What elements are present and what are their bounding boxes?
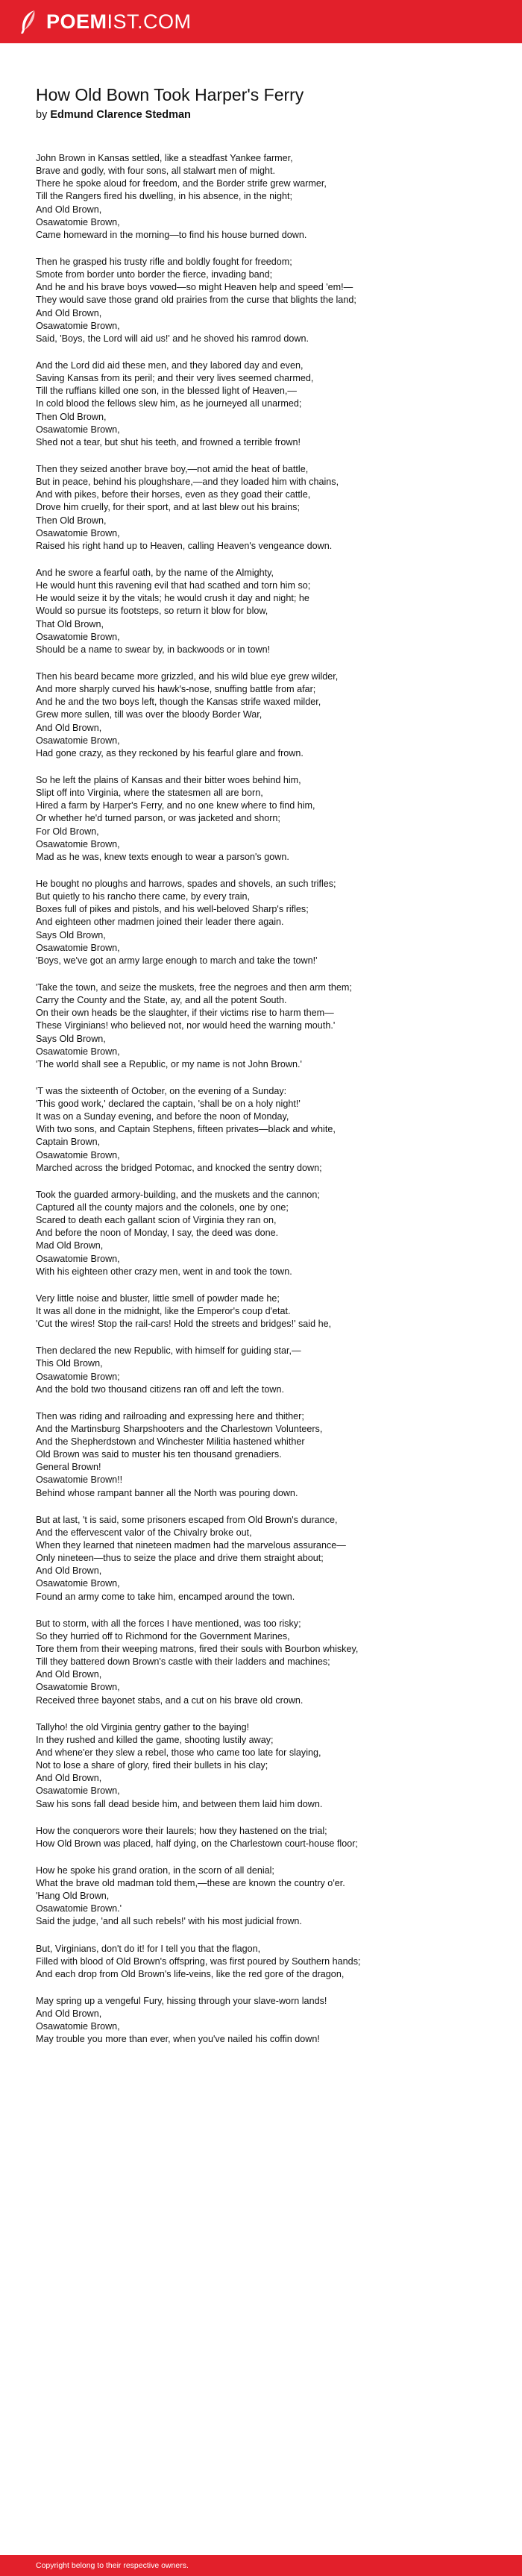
poem-line: And before the noon of Monday, I say, the deed was done. <box>36 1228 279 1239</box>
poem-line: But to storm, with all the forces I have mentioned, was too risky; <box>36 1618 301 1629</box>
poem-line: Saw his sons fall dead beside him, and between them laid him down. <box>36 1798 323 1809</box>
poem-line: And eighteen other madmen joined their leader there again. <box>36 917 284 928</box>
poem-line: But quietly to his rancho there came, by every train, <box>36 891 250 902</box>
poem-line: Old Brown was said to muster his ten thousand grenadiers. <box>36 1449 282 1460</box>
poem-line: Very little noise and bluster, little smell of powder made he; <box>36 1292 280 1304</box>
poem-line: He would hunt this ravening evil that had scathed and torn him so; <box>36 580 311 591</box>
poem-line: And Old Brown, <box>36 722 102 733</box>
poem-line: And the Shepherdstown and Winchester Militia hastened whither <box>36 1436 305 1448</box>
poem-stanza <box>36 1189 491 1278</box>
poem-line: And Old Brown, <box>36 204 102 215</box>
poem-line: Only nineteen—thus to seize the place and drive them straight about; <box>36 1553 324 1564</box>
poem-line: That Old Brown, <box>36 618 104 629</box>
poem-line: Osawatomie Brown, <box>36 631 120 642</box>
poem-line: 'The world shall see a Republic, or my name is not John Brown.' <box>36 1058 302 1069</box>
poem-line: Behind whose rampant banner all the North was pouring down. <box>36 1487 298 1498</box>
poem-line: In they rushed and killed the game, shooting lustily away; <box>36 1734 274 1745</box>
poem-stanza <box>36 1345 491 1396</box>
poem-line: Then Old Brown, <box>36 515 107 526</box>
poem-stanza <box>36 1943 491 1981</box>
poem-line: John Brown in Kansas settled, like a steadfast Yankee farmer, <box>36 153 293 163</box>
poem-line: So he left the plains of Kansas and their bitter woes behind him, <box>36 774 301 785</box>
poem-line: And with pikes, before their horses, even as they goad their cattle, <box>36 489 311 500</box>
poem-line: Says Old Brown, <box>36 1033 106 1044</box>
poem-line: And he and the two boys left, though the Kansas strife waxed milder, <box>36 697 321 708</box>
poem-line: But at last, 't is said, some prisoners escaped from Old Brown's durance, <box>36 1514 338 1525</box>
poem-line: Till they battered down Brown's castle with their ladders and machines; <box>36 1656 330 1668</box>
poem-title: How Old Bown Took Harper's Ferry <box>36 85 304 104</box>
poem-line: 'T was the sixteenth of October, on the evening of a Sunday: <box>36 1085 287 1096</box>
poem-stanza <box>36 670 491 760</box>
poem-line: Osawatomie Brown, <box>36 2021 120 2032</box>
poem-line: Mad as he was, knew texts enough to wear a parson's gown. <box>36 851 289 862</box>
poem-line: Not to lose a share of glory, fired their bullets in his clay; <box>36 1760 268 1771</box>
poem-line: Then he grasped his trusty rifle and boldly fought for freedom; <box>36 256 292 267</box>
poem-line: There he spoke aloud for freedom, and the Border strife grew warmer, <box>36 178 327 189</box>
poem-line: Osawatomie Brown, <box>36 1149 120 1160</box>
poem-line: Then was riding and railroading and expressing here and thither; <box>36 1410 304 1421</box>
poem-line: Hired a farm by Harper's Ferry, and no one knew where to find him, <box>36 800 315 811</box>
site-footer <box>0 2555 522 2576</box>
poem-line: When they learned that nineteen madmen had the marvelous assurance— <box>36 1540 346 1551</box>
poem-stanza <box>36 359 491 449</box>
poem-line: 'This good work,' declared the captain, 'shall be on a holy night!' <box>36 1099 301 1110</box>
poem-line: Osawatomie Brown, <box>36 320 120 331</box>
poem-line: And the effervescent valor of the Chivalry broke out, <box>36 1527 252 1538</box>
author-name: Edmund Clarence Stedman <box>50 109 191 121</box>
poem-line: Osawatomie Brown!! <box>36 1474 123 1486</box>
poem-stanza <box>36 152 491 242</box>
poem-line: Tallyho! the old Virginia gentry gather to the baying! <box>36 1721 250 1732</box>
poem-stanza <box>36 463 491 553</box>
poem-body <box>36 152 491 2046</box>
poem-line: It was all done in the midnight, like the Emperor's coup d'etat. <box>36 1305 291 1316</box>
poem-line: Osawatomie Brown, <box>36 216 120 227</box>
site-header <box>0 0 522 43</box>
poem-line: What the brave old madman told them,—these are known the country o'er. <box>36 1878 345 1888</box>
poem-line: Received three bayonet stabs, and a cut on his brave old crown. <box>36 1694 304 1706</box>
poem-byline <box>36 107 491 122</box>
poem-line: Should be a name to swear by, in backwoods or in town! <box>36 644 271 655</box>
poem-line: How Old Brown was placed, half dying, on the Charlestown court-house floor; <box>36 1838 358 1849</box>
poem-line: With his eighteen other crazy men, went in and took the town. <box>36 1266 292 1277</box>
poem-line: Carry the County and the State, ay, and all the potent South. <box>36 995 287 1006</box>
poem-line: And he and his brave boys vowed—so might Heaven help and speed 'em!— <box>36 282 353 293</box>
poem-line: Osawatomie Brown, <box>36 1785 120 1797</box>
poem-line: Drove him cruelly, for their sport, and at last blew out his brains; <box>36 502 300 513</box>
poem-line: Marched across the bridged Potomac, and knocked the sentry down; <box>36 1162 322 1173</box>
poem-line: Then they seized another brave boy,—not amid the heat of battle, <box>36 463 309 474</box>
poem-line: Osawatomie Brown, <box>36 1046 120 1057</box>
poem-line: And Old Brown, <box>36 1773 102 1784</box>
poem-line: Had gone crazy, as they reckoned by his fearful glare and frown. <box>36 747 304 758</box>
poem-line: And Old Brown, <box>36 1669 102 1680</box>
poem-line: They would save those grand old prairies from the curse that blights the land; <box>36 295 356 306</box>
poem-line: 'Hang Old Brown, <box>36 1891 110 1902</box>
poem-line: Took the guarded armory-building, and the muskets and the cannon; <box>36 1189 320 1200</box>
poem-line: For Old Brown, <box>36 826 99 837</box>
poem-stanza <box>36 1514 491 1603</box>
poem-stanza <box>36 878 491 967</box>
poem-line: Says Old Brown, <box>36 929 106 940</box>
poem-line: Said, 'Boys, the Lord will aid us!' and he shoved his ramrod down. <box>36 333 309 344</box>
poem-line: So they hurried off to Richmond for the Government Marines, <box>36 1630 290 1642</box>
poem-line: How he spoke his grand oration, in the scorn of all denial; <box>36 1865 274 1876</box>
poem-line: And more sharply curved his hawk's-nose, snuffing battle from afar; <box>36 684 316 695</box>
poem-stanza <box>36 1995 491 2046</box>
poem-line: Till the ruffians killed one son, in the blessed light of Heaven,— <box>36 386 298 397</box>
poem-line: Said the judge, 'and all such rebels!' with his most judicial frown. <box>36 1916 302 1927</box>
poem-line: And each drop from Old Brown's life-veins, like the red gore of the dragon, <box>36 1968 345 1979</box>
poem-line: May spring up a vengeful Fury, hissing through your slave-worn lands! <box>36 1995 327 2006</box>
poem-line: This Old Brown, <box>36 1358 103 1369</box>
feather-logo-icon <box>18 9 40 34</box>
by-label: by <box>36 109 48 121</box>
poem-stanza <box>36 774 491 864</box>
poem-line: Or whether he'd turned parson, or was jacketed and shorn; <box>36 813 280 824</box>
poem-stanza <box>36 1410 491 1500</box>
poem-line: And the Martinsburg Sharpshooters and the Charlestown Volunteers, <box>36 1423 323 1434</box>
poem-line: Shed not a tear, but shut his teeth, and frowned a terrible frown! <box>36 436 301 447</box>
poem-stanza <box>36 1865 491 1929</box>
poem-line: And he swore a fearful oath, by the name of the Almighty, <box>36 567 274 578</box>
poem-line: On their own heads be the slaughter, if their victims rise to harm them— <box>36 1008 334 1019</box>
poem-line: But in peace, behind his ploughshare,—and they loaded him with chains, <box>36 477 339 488</box>
poem-stanza <box>36 1721 491 1811</box>
poem-line: Smote from border unto border the fierce, invading band; <box>36 269 273 280</box>
poem-line: And the bold two thousand citizens ran off and left the town. <box>36 1383 285 1395</box>
site-logo-text <box>46 9 192 34</box>
poem-line: Osawatomie Brown, <box>36 735 120 746</box>
site-logo-link[interactable] <box>18 9 192 34</box>
poem-line: Osawatomie Brown, <box>36 1682 120 1693</box>
poem-line: Boxes full of pikes and pistols, and his well-beloved Sharp's rifles; <box>36 904 309 915</box>
poem-line: Would so pursue its footsteps, so return it blow for blow, <box>36 606 268 617</box>
poem-line: Mad Old Brown, <box>36 1240 104 1251</box>
poem-stanza <box>36 1825 491 1850</box>
poem-line: Scared to death each gallant scion of Virginia they ran on, <box>36 1215 277 1226</box>
poem-line: Captured all the county majors and the colonels, one by one; <box>36 1202 289 1213</box>
poem-line: And Old Brown, <box>36 307 102 318</box>
poem-stanza <box>36 1618 491 1707</box>
poem-line: Osawatomie Brown, <box>36 1578 120 1589</box>
poem-line: How the conquerors wore their laurels; how they hastened on the trial; <box>36 1825 327 1836</box>
poem-line: Osawatomie Brown, <box>36 1253 120 1264</box>
poem-line: Osawatomie Brown, <box>36 942 120 953</box>
poem-stanza <box>36 567 491 656</box>
poem-line: With two sons, and Captain Stephens, fifteen privates—black and white, <box>36 1124 336 1135</box>
poem-line: And whene'er they slew a rebel, those who came too late for slaying, <box>36 1747 321 1758</box>
poem-line: He bought no ploughs and harrows, spades and shovels, an such trifles; <box>36 878 336 889</box>
poem-line: Saving Kansas from its peril; and their very lives seemed charmed, <box>36 373 314 384</box>
poem-line: And Old Brown, <box>36 2008 102 2020</box>
poem-line: 'Take the town, and seize the muskets, free the negroes and then arm them; <box>36 981 352 993</box>
poem-line: But, Virginians, don't do it! for I tell you that the flagon, <box>36 1943 261 1954</box>
poem-line: Osawatomie Brown, <box>36 424 120 435</box>
poem-line: He would seize it by the vitals; he would crush it day and night; he <box>36 593 309 604</box>
poem-line: Osawatomie Brown, <box>36 838 120 849</box>
poem-stanza <box>36 256 491 345</box>
poem-line: Captain Brown, <box>36 1137 101 1148</box>
poem-line: Brave and godly, with four sons, all stalwart men of might. <box>36 166 276 177</box>
poem-line: 'Cut the wires! Stop the rail-cars! Hold the streets and bridges!' said he, <box>36 1319 332 1330</box>
poem-line: Osawatomie Brown, <box>36 527 120 538</box>
poem-line: Came homeward in the morning—to find his house burned down. <box>36 229 307 240</box>
poem-line: General Brown! <box>36 1462 101 1473</box>
poem-content <box>36 84 491 2060</box>
poem-stanza <box>36 1292 491 1331</box>
poem-line: And the Lord did aid these men, and they labored day and even, <box>36 359 304 371</box>
poem-line: Filled with blood of Old Brown's offspring, was first poured by Southern hands; <box>36 1955 361 1967</box>
poem-line: Then declared the new Republic, with himself for guiding star,— <box>36 1345 301 1357</box>
poem-line: Slipt off into Virginia, where the statesmen all are born, <box>36 788 263 799</box>
logo-light-text: IST.COM <box>107 10 192 33</box>
logo-bold-text: POEM <box>46 10 107 33</box>
poem-line: In cold blood the fellows slew him, as he journeyed all unarmed; <box>36 398 302 409</box>
poem-line: Grew more sullen, till was over the bloody Border War, <box>36 709 262 720</box>
poem-line: Found an army come to take him, encamped around the town. <box>36 1591 295 1602</box>
poem-line: Tore them from their weeping matrons, fired their souls with Bourbon whiskey, <box>36 1643 359 1654</box>
poem-line: It was on a Sunday evening, and before the noon of Monday, <box>36 1111 289 1122</box>
poem-line: Then his beard became more grizzled, and his wild blue eye grew wilder, <box>36 670 339 682</box>
poem-line: Raised his right hand up to Heaven, calling Heaven's vengeance down. <box>36 540 333 551</box>
poem-line: May trouble you more than ever, when you've nailed his coffin down! <box>36 2034 320 2045</box>
poem-line: Osawatomie Brown; <box>36 1371 120 1382</box>
poem-line: 'Boys, we've got an army large enough to march and take the town!' <box>36 955 318 966</box>
poem-line: Till the Rangers fired his dwelling, in his absence, in the night; <box>36 191 292 202</box>
poem-line: Osawatomie Brown.' <box>36 1903 122 1914</box>
poem-line: Then Old Brown, <box>36 411 107 422</box>
poem-line: These Virginians! who believed not, nor would heed the warning mouth.' <box>36 1020 336 1031</box>
copyright-text: Copyright belong to their respective owners. <box>36 2561 189 2570</box>
poem-stanza <box>36 981 491 1071</box>
poem-stanza <box>36 1085 491 1175</box>
poem-line: And Old Brown, <box>36 1565 102 1577</box>
